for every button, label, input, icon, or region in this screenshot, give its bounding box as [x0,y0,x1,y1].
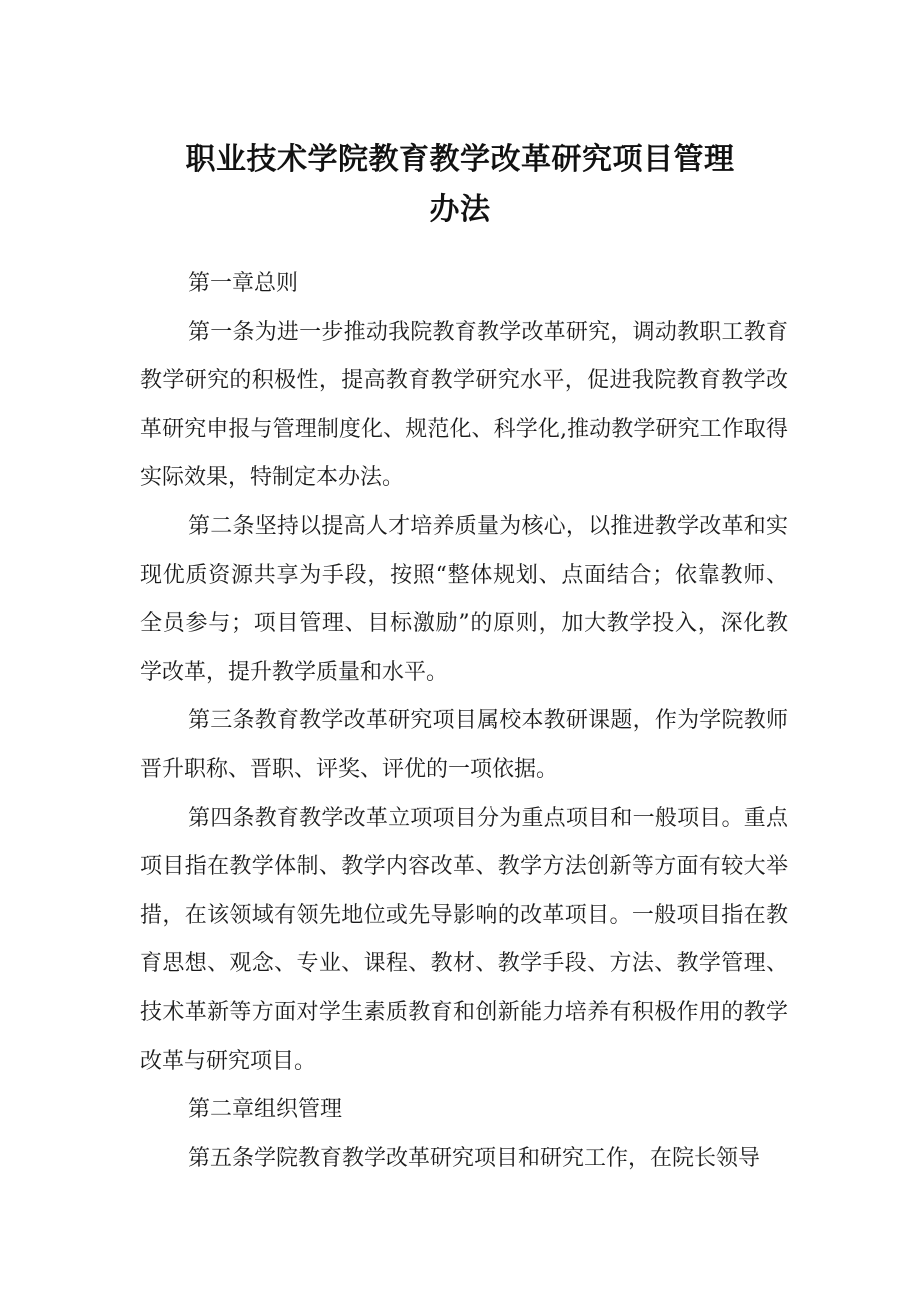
chapter-heading-2: 第二章组织管理 [188,1097,343,1123]
article-3: 第三条教育教学改革研究项目属校本教研课题，作为学院教师晋升职称、晋职、评奖、评优的一项依据。 [140,708,788,782]
document-body [140,260,788,1183]
article-4: 第四条教育教学改革立项项目分为重点项目和一般项目。重点项目指在教学体制、教学内容改革、教学方法创新等方面有较大举措，在该领域有领先地位或先导影响的改革项目。一般项目指在教育思想、观念、专业、课程、教材、教学手段、方法、教学管理、技术革新等方面对学生素质教育和创新能力培养有积极作用的教学改革与研究项目。 [140,805,788,1074]
document-title-line1: 职业技术学院教育教学改革研究项目管理 [185,142,735,177]
chapter-heading-1: 第一章总则 [188,271,299,296]
document-title-line2: 办法 [429,192,491,227]
article-5: 第五条学院教育教学改革研究项目和研究工作，在院长领导 [188,1145,761,1171]
article-2: 第二条坚持以提高人才培养质量为核心，以推进教学改革和实现优质资源共享为手段，按照“整体规划、点面结合；依靠教师、全员参与；项目管理、目标激励”的原则，加大教学投入，深化教学改革，提升教学质量和水平。 [140,513,788,685]
article-1: 第一条为进一步推动我院教育教学改革研究，调动教职工教育教学研究的积极性，提高教育教学研究水平，促进我院教育教学改革研究申报与管理制度化、规范化、科学化,推动教学研究工作取得实际效果，特制定本办法。 [140,319,788,491]
